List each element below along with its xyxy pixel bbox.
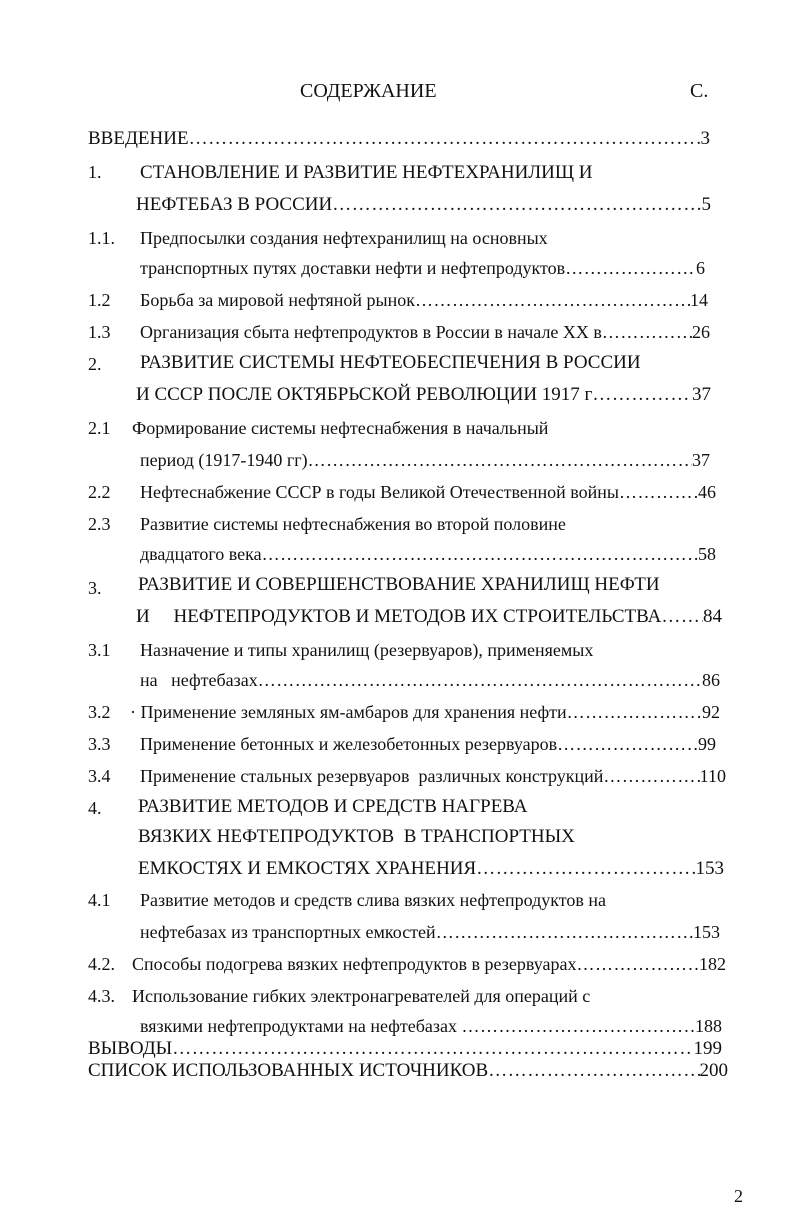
toc-entry-page: 92 xyxy=(702,702,720,722)
toc-entry-text: Организация сбыта нефтепродуктов в России в начале XX в xyxy=(140,322,602,342)
leader-dots xyxy=(308,450,692,471)
toc-entry-page: 86 xyxy=(702,670,720,690)
toc-entry-page: 199 xyxy=(693,1038,722,1059)
toc-entry-1-3 xyxy=(140,322,710,343)
leader-dots xyxy=(592,384,692,406)
toc-entry-heading-line: РАЗВИТИЕ МЕТОДОВ И СРЕДСТВ НАГРЕВА xyxy=(138,796,528,817)
toc-entry-page: 14 xyxy=(690,290,708,310)
leader-dots xyxy=(436,922,693,943)
leader-dots xyxy=(603,766,699,787)
toc-entry-text: · Применение земляных ям-амбаров для хранения нефти xyxy=(130,702,567,722)
toc-entry-number: 3.3 xyxy=(88,734,111,754)
toc-entry-text: Нефтеснабжение СССР в годы Великой Отечественной войны xyxy=(140,482,619,502)
page-number: 2 xyxy=(734,1186,743,1206)
leader-dots xyxy=(476,858,695,880)
toc-entry-number: 3.1 xyxy=(88,640,111,660)
toc-entry-page: 84 xyxy=(703,606,722,627)
toc-entry-heading-line: СТАНОВЛЕНИЕ И РАЗВИТИЕ НЕФТЕХРАНИЛИЩ И xyxy=(140,162,593,183)
toc-entry-chapter-4 xyxy=(138,858,724,880)
leader-dots xyxy=(262,544,698,565)
toc-entry-text: СПИСОК ИСПОЛЬЗОВАННЫХ ИСТОЧНИКОВ xyxy=(88,1060,489,1081)
leader-dots xyxy=(661,606,703,628)
toc-entry-text: Применение бетонных и железобетонных резервуаров xyxy=(140,734,558,754)
toc-entry-page: 37 xyxy=(692,384,711,405)
leader-dots xyxy=(258,670,702,691)
toc-entry-text: на нефтебазах xyxy=(140,670,258,690)
leader-dots xyxy=(602,322,692,343)
toc-entry-text: двадцатого века xyxy=(140,544,262,564)
toc-entry-page: 46 xyxy=(698,482,716,502)
toc-entry-3-1 xyxy=(140,670,720,691)
toc-entry-text: И СССР ПОСЛЕ ОКТЯБРЬСКОЙ РЕВОЛЮЦИИ 1917 г xyxy=(136,384,593,405)
toc-entry-heading-line: РАЗВИТИЕ СИСТЕМЫ НЕФТЕОБЕСПЕЧЕНИЯ В РОССИИ xyxy=(140,352,641,373)
toc-entry-1-1 xyxy=(140,258,705,279)
toc-entry-heading-line: Использование гибких электронагревателей для операций с xyxy=(132,986,591,1006)
toc-entry-number: 3.4 xyxy=(88,766,111,786)
toc-entry-number: 1. xyxy=(88,162,102,182)
leader-dots xyxy=(172,1038,693,1060)
leader-dots xyxy=(189,128,701,150)
toc-entry-4-1 xyxy=(140,922,720,943)
toc-entry-heading-line: РАЗВИТИЕ И СОВЕРШЕНСТВОВАНИЕ ХРАНИЛИЩ НЕФТИ xyxy=(138,574,660,595)
toc-entry-1-2 xyxy=(140,290,708,311)
toc-entry-text: период (1917-1940 гг) xyxy=(140,450,308,470)
toc-entry-number: 4. xyxy=(88,798,102,818)
toc-entry-3-4 xyxy=(140,766,726,787)
toc-entry-3-2 xyxy=(130,702,720,723)
toc-entry-number: 4.2. xyxy=(88,954,115,974)
leader-dots xyxy=(565,258,696,279)
leader-dots xyxy=(567,702,702,723)
toc-entry-page: 182 xyxy=(699,954,726,974)
toc-entry-4-2 xyxy=(132,954,726,975)
toc-entry-page: 153 xyxy=(695,858,724,879)
toc-entry-page: 188 xyxy=(695,1016,722,1036)
leader-dots xyxy=(576,954,699,975)
leader-dots xyxy=(619,482,698,503)
toc-entry-text: Борьба за мировой нефтяной рынок xyxy=(140,290,415,310)
toc-entry-4-3 xyxy=(140,1016,722,1037)
toc-entry-text: Способы подогрева вязких нефтепродуктов в резервуарах xyxy=(132,954,577,974)
toc-entry-heading-line: Формирование системы нефтеснабжения в начальный xyxy=(132,418,549,438)
toc-entry-conclusions xyxy=(88,1038,722,1060)
leader-dots xyxy=(462,1016,695,1037)
page-column-label: С. xyxy=(690,80,709,102)
toc-entry-number: 4.1 xyxy=(88,890,111,910)
toc-entry-number: 3.2 xyxy=(88,702,111,722)
toc-entry-page: 37 xyxy=(692,450,710,470)
toc-entry-page: 5 xyxy=(701,194,711,215)
toc-entry-page: 26 xyxy=(692,322,710,342)
toc-entry-page: 110 xyxy=(699,766,726,786)
toc-entry-text: транспортных путях доставки нефти и нефтепродуктов xyxy=(140,258,566,278)
toc-entry-text: ЕМКОСТЯХ И ЕМКОСТЯХ ХРАНЕНИЯ xyxy=(138,858,477,879)
toc-entry-references xyxy=(88,1060,728,1082)
toc-entry-page: 3 xyxy=(700,128,710,149)
toc-entry-chapter-1 xyxy=(136,194,711,216)
toc-entry-number: 1.3 xyxy=(88,322,111,342)
toc-entry-page: 200 xyxy=(699,1060,728,1081)
toc-entry-2-1 xyxy=(140,450,710,471)
toc-entry-text: ВВЕДЕНИЕ xyxy=(88,128,189,149)
leader-dots xyxy=(415,290,690,311)
toc-entry-text: нефтебазах из транспортных емкостей xyxy=(140,922,436,942)
toc-entry-chapter-3 xyxy=(136,606,722,628)
toc-entry-page: 58 xyxy=(698,544,716,564)
toc-entry-number: 2.2 xyxy=(88,482,111,502)
toc-entry-heading-line: Назначение и типы хранилищ (резервуаров), применяемых xyxy=(140,640,594,660)
page-title: СОДЕРЖАНИЕ xyxy=(300,80,437,102)
toc-entry-number: 1.2 xyxy=(88,290,111,310)
toc-entry-text: НЕФТЕБАЗ В РОССИИ xyxy=(136,194,333,215)
leader-dots xyxy=(557,734,698,755)
toc-entry-heading-line: Предпосылки создания нефтехранилищ на основных xyxy=(140,228,548,248)
toc-entry-heading-line: Развитие методов и средств слива вязких нефтепродуктов на xyxy=(140,890,607,910)
leader-dots xyxy=(332,194,701,216)
toc-entry-text: Применение стальных резервуаров различных конструкций xyxy=(140,766,604,786)
toc-entry-number: 2. xyxy=(88,354,102,374)
toc-entry-page: 6 xyxy=(696,258,705,278)
toc-entry-number: 2.1 xyxy=(88,418,111,438)
toc-entry-number: 4.3. xyxy=(88,986,115,1006)
toc-entry-page: 153 xyxy=(693,922,720,942)
toc-entry-number: 1.1. xyxy=(88,228,115,248)
toc-entry-heading-line: Развитие системы нефтеснабжения во второй половине xyxy=(140,514,566,534)
toc-entry-chapter-2 xyxy=(136,384,711,406)
leader-dots xyxy=(488,1060,699,1082)
toc-entry-2-3 xyxy=(140,544,716,565)
toc-entry-heading-line: ВЯЗКИХ НЕФТЕПРОДУКТОВ В ТРАНСПОРТНЫХ xyxy=(138,826,575,847)
toc-entry-text: ВЫВОДЫ xyxy=(88,1038,173,1059)
toc-entry-introduction xyxy=(88,128,710,150)
toc-entry-number: 2.3 xyxy=(88,514,111,534)
toc-entry-text: И НЕФТЕПРОДУКТОВ И МЕТОДОВ ИХ СТРОИТЕЛЬСТВА xyxy=(136,606,662,627)
toc-entry-3-3 xyxy=(140,734,716,755)
toc-entry-text: вязкими нефтепродуктами на нефтебазах xyxy=(140,1016,462,1036)
toc-entry-2-2 xyxy=(140,482,716,503)
toc-entry-page: 99 xyxy=(698,734,716,754)
toc-entry-number: 3. xyxy=(88,578,102,598)
